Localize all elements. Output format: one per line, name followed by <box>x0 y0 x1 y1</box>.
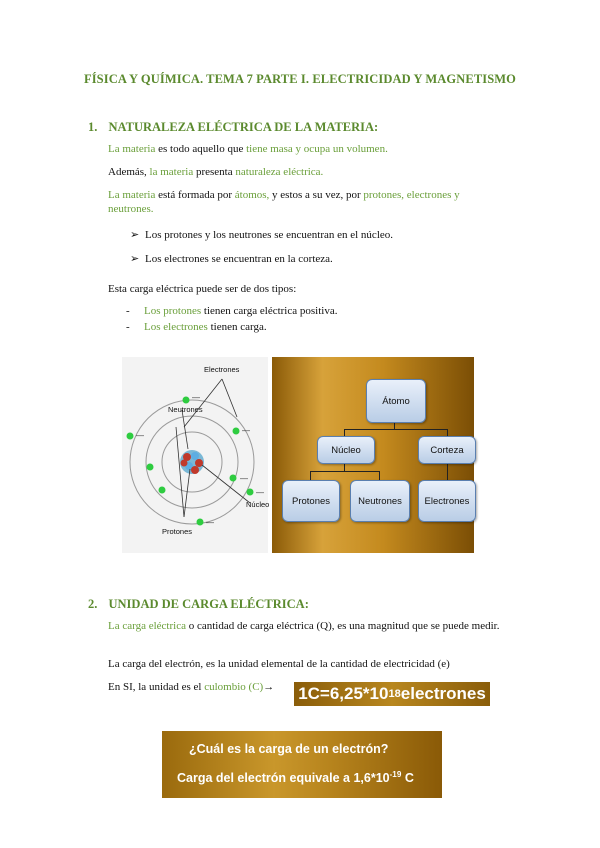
paragraph <box>108 165 323 179</box>
arrow-bullet-icon: ➢ <box>130 253 140 265</box>
highlight-text: átomos, <box>234 189 270 201</box>
dash-item <box>126 304 338 318</box>
text: En SI, la unidad es el <box>108 681 205 693</box>
connector <box>447 462 448 480</box>
highlight-text: naturaleza eléctrica. <box>235 166 324 178</box>
svg-text:—: — <box>192 393 200 402</box>
section-1-title: NATURALEZA ELÉCTRICA DE LA MATERIA: <box>108 120 379 134</box>
text: tienen carga. <box>207 321 267 333</box>
connector <box>310 471 311 480</box>
svg-text:—: — <box>240 474 248 483</box>
page-title: FÍSICA Y QUÍMICA. TEMA 7 PARTE I. ELECTRICIDAD Y MAGNETISMO <box>83 72 516 86</box>
box-text: C <box>401 771 414 785</box>
highlight-text: culombio (C) <box>204 681 264 693</box>
paragraph <box>108 188 503 216</box>
atom-model-icon <box>122 357 268 553</box>
neutrons-label: Neutrones <box>168 405 203 414</box>
atom-illustration <box>122 357 268 553</box>
node-protones: Protones <box>282 480 340 522</box>
node-corteza: Corteza <box>418 436 476 464</box>
dash-item <box>126 320 267 334</box>
electron-charge-box <box>162 731 442 798</box>
connector <box>310 471 379 472</box>
paragraph <box>108 680 274 694</box>
nucleus-label: Núcleo <box>246 500 270 509</box>
bullet-item <box>130 228 393 242</box>
text: tienen carga eléctrica positiva. <box>201 305 338 317</box>
arrow-text: → <box>263 681 275 693</box>
node-neutrones: Neutrones <box>350 480 410 522</box>
section-2-heading <box>88 597 309 612</box>
bullet-text: Los electrones se encuentran en la corteza. <box>144 253 333 265</box>
text: presenta <box>193 166 236 178</box>
paragraph: Esta carga eléctrica puede ser de dos tipos: <box>108 283 297 295</box>
atom-diagram-figure <box>122 357 474 553</box>
svg-text:—: — <box>242 426 250 435</box>
node-electrones: Electrones <box>418 480 476 522</box>
connector <box>379 471 380 480</box>
box-text: Carga del electrón equivale a 1,6*10 <box>177 771 390 785</box>
arrow-bullet-icon: ➢ <box>130 229 140 241</box>
box-text: electrones <box>400 684 486 703</box>
question-text: ¿Cuál es la carga de un electrón? <box>189 742 389 756</box>
svg-text:—: — <box>206 518 214 527</box>
highlight-text: La materia <box>108 143 156 155</box>
svg-text:—: — <box>256 488 264 497</box>
connector <box>344 429 345 436</box>
text: Además, <box>108 166 150 178</box>
highlight-text: tiene masa y ocupa un volumen. <box>246 143 388 155</box>
node-atomo: Átomo <box>366 379 426 423</box>
atom-structure-tree <box>272 357 474 553</box>
bullet-item <box>130 252 333 266</box>
text: o cantidad de carga eléctrica (Q), es una magnitud que se puede medir. <box>185 620 500 632</box>
section-2-number: 2. <box>88 597 98 611</box>
section-2-title: UNIDAD DE CARGA ELÉCTRICA: <box>108 597 309 611</box>
paragraph <box>108 619 508 633</box>
text: está formada por <box>155 189 235 201</box>
bullet-text: Los protones y los neutrones se encuentran en el núcleo. <box>144 229 394 241</box>
electrons-label: Electrones <box>204 365 240 374</box>
protons-label: Protones <box>162 527 193 536</box>
node-nucleo: Núcleo <box>317 436 375 464</box>
section-1-heading <box>88 120 378 135</box>
dash-marker: - <box>126 305 130 317</box>
connector <box>344 429 447 430</box>
coulomb-equivalence-box: 1C=6,25*10 18 electrones <box>294 682 490 706</box>
dash-marker: - <box>126 321 130 333</box>
highlight-text: protones, electrones y neutrones. <box>108 189 460 215</box>
section-1-number: 1. <box>88 120 98 134</box>
answer-text <box>177 771 414 785</box>
exponent: -19 <box>389 769 402 779</box>
text: es todo aquello que <box>155 143 247 155</box>
highlight-text: la materia <box>149 166 194 178</box>
text: y estos a su vez, por <box>269 189 364 201</box>
box-text: 1C=6,25*10 <box>298 684 389 703</box>
connector <box>447 429 448 436</box>
paragraph: La carga del electrón, es la unidad elemental de la cantidad de electricidad (e) <box>108 658 450 670</box>
paragraph <box>108 142 388 156</box>
highlight-text: Los protones <box>144 305 202 317</box>
highlight-text: La materia <box>108 189 156 201</box>
svg-text:—: — <box>136 431 144 440</box>
highlight-text: La carga eléctrica <box>108 620 186 632</box>
highlight-text: Los electrones <box>144 321 208 333</box>
